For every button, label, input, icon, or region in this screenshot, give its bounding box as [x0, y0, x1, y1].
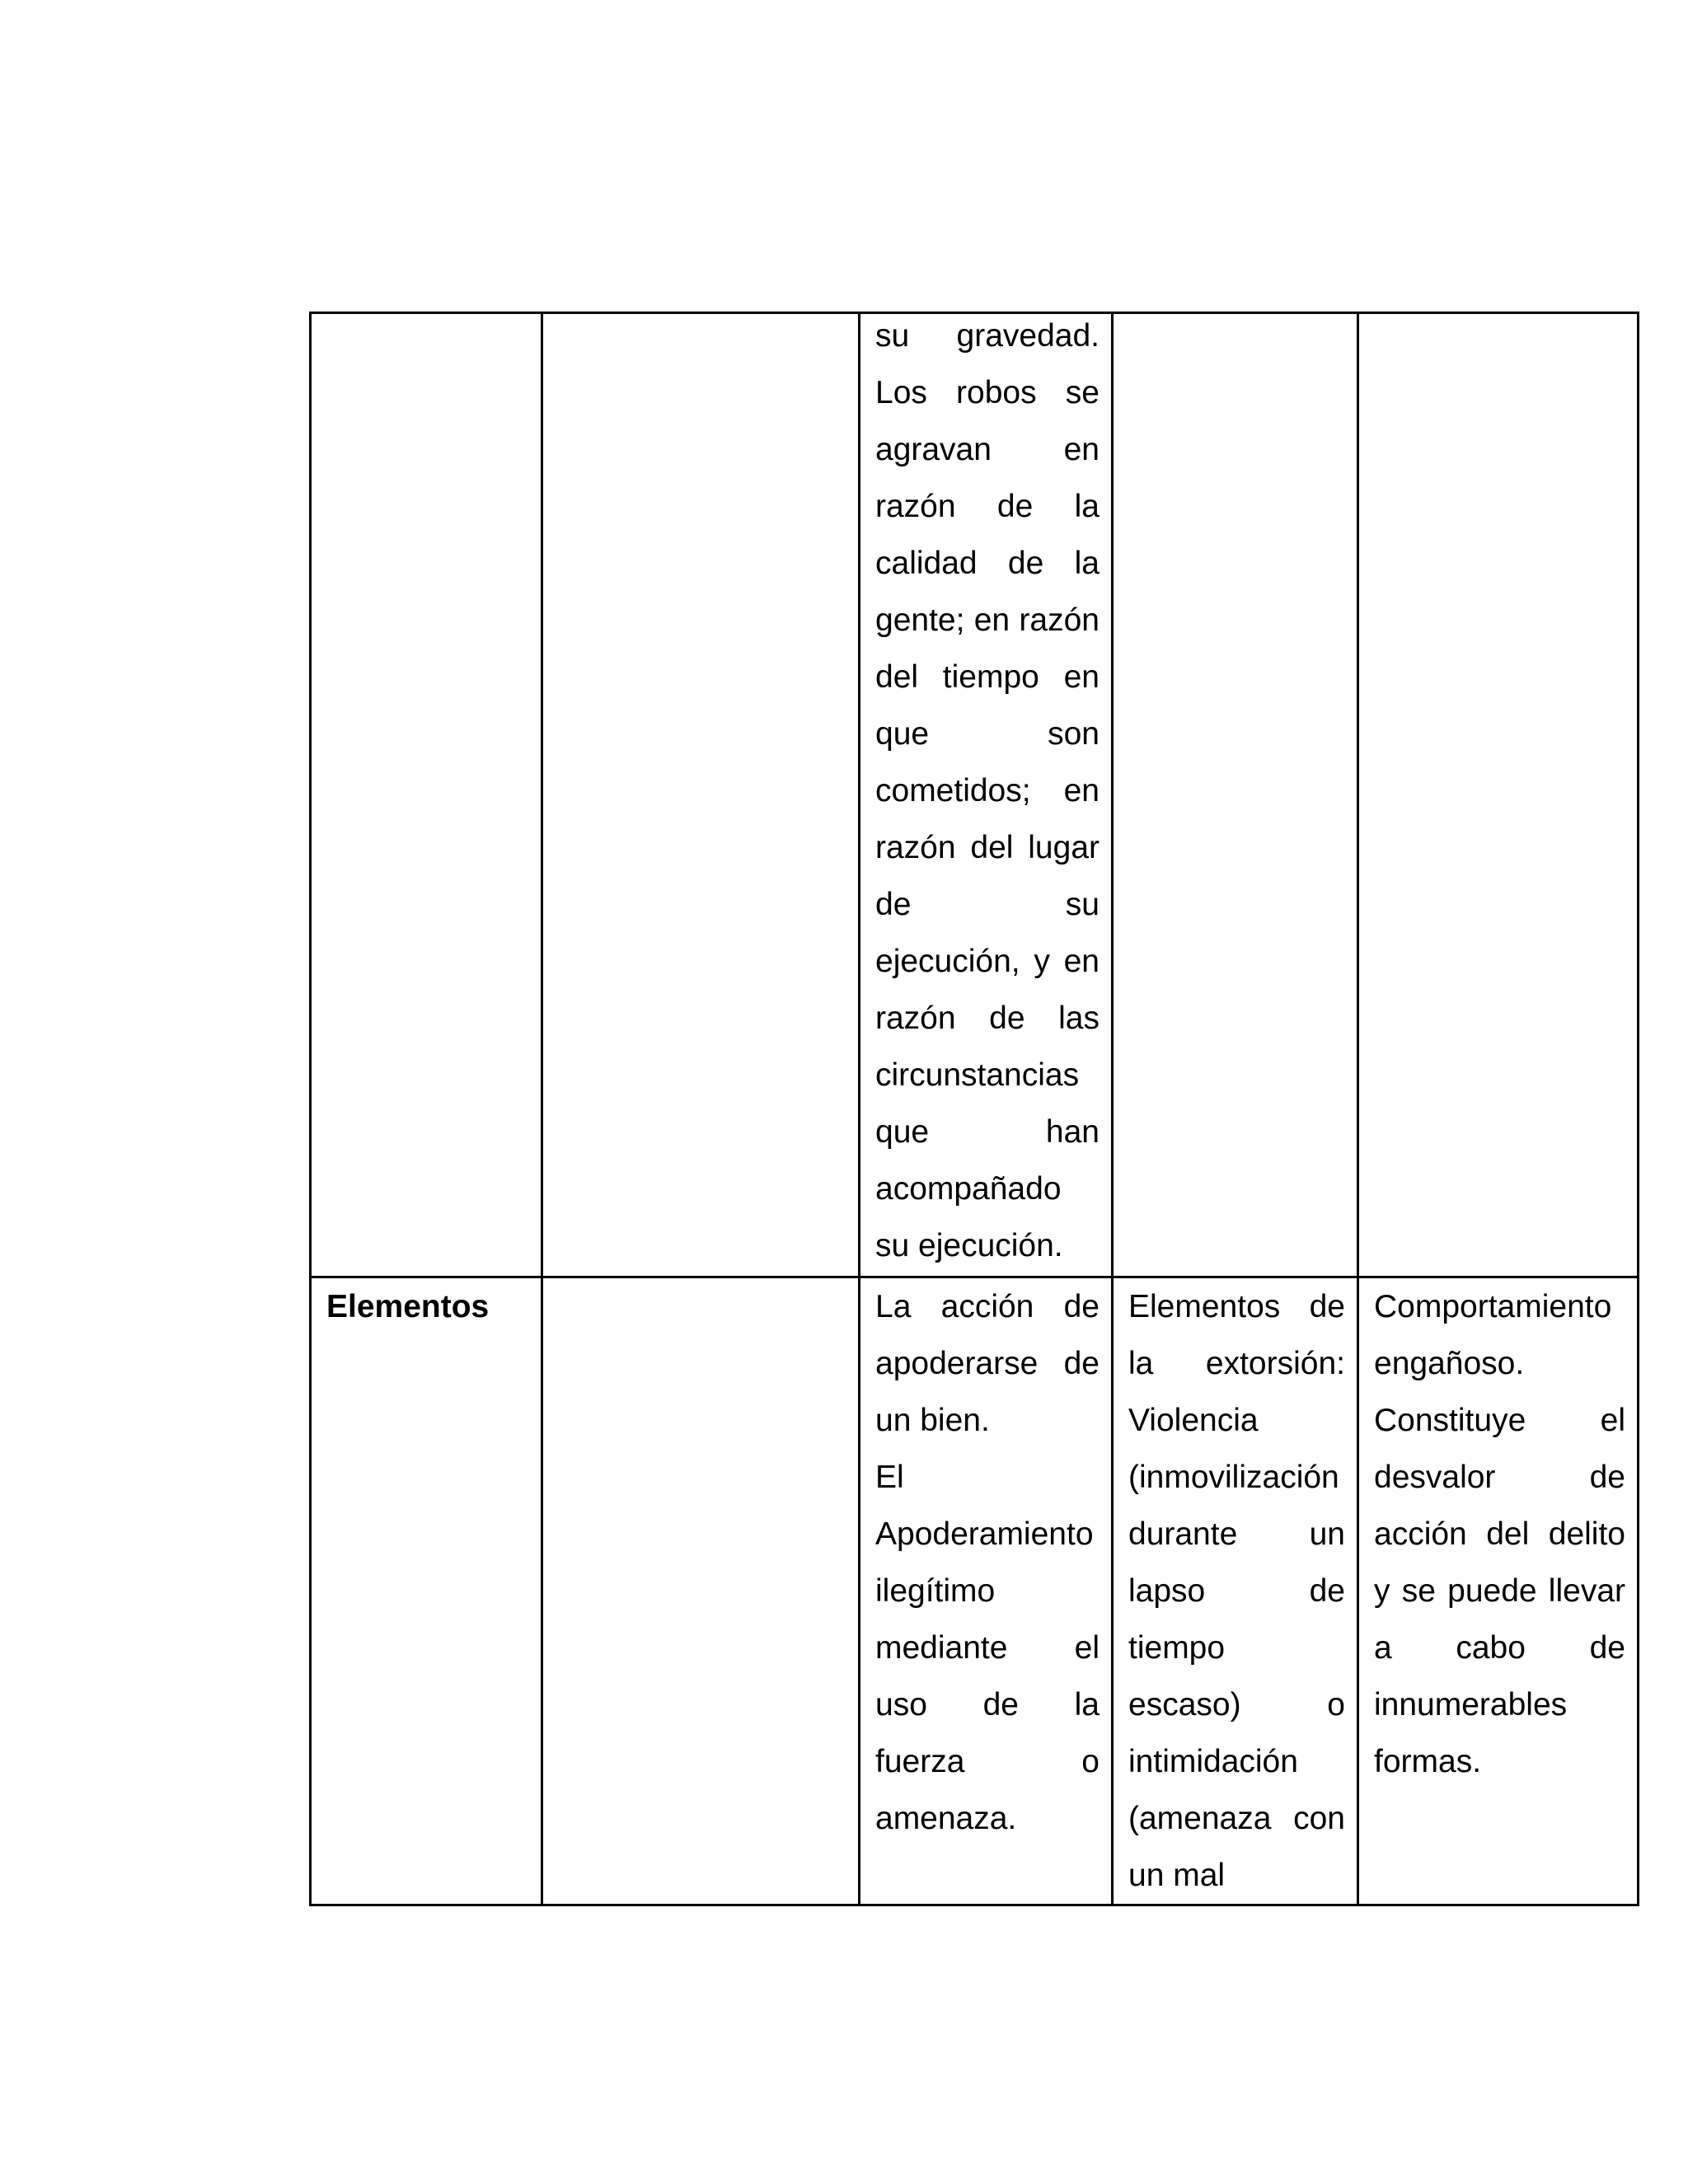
row-label-elementos: Elementos: [326, 1289, 490, 1324]
row-label-cell: [311, 1277, 542, 1905]
table-cell: [1358, 1277, 1639, 1905]
cell-text: [1359, 1278, 1637, 1790]
table-cell: [1358, 313, 1639, 1277]
cell-paragraph: Comportamiento engañoso.: [1374, 1289, 1612, 1381]
table-row: [311, 313, 1639, 1277]
table-cell: [860, 1277, 1113, 1905]
table-cell: [542, 313, 860, 1277]
table-row: [311, 1277, 1639, 1905]
table-cell: [1113, 313, 1358, 1277]
table-cell: [1113, 1277, 1358, 1905]
table-cell: [860, 313, 1113, 1277]
cell-paragraph: Elementos de la extorsión: Violencia (inmovilización durante un lapso de tiempo escaso) o intimidación (amenaza con un mal: [1128, 1289, 1345, 1893]
row-label-cell: [311, 313, 542, 1277]
cell-paragraph: su gravedad. Los robos se agravan en razón de la calidad de la gente; en razón del tiempo en que son cometidos; en razón del lugar de su ejecución, y en razón de las circunstancias que han acompañado su ejecución.: [875, 318, 1100, 1263]
table-cell: [542, 1277, 860, 1905]
cell-text: [1114, 1278, 1357, 1904]
cell-text: [860, 307, 1111, 1274]
cell-paragraph: Constituye el desvalor de acción del delito y se puede llevar a cabo de innumerables formas.: [1374, 1403, 1625, 1779]
cell-paragraph: El Apoderamiento ilegítimo mediante el uso de la fuerza o amenaza.: [875, 1460, 1100, 1836]
comparison-table: [309, 312, 1639, 1906]
cell-text: [860, 1278, 1111, 1847]
cell-paragraph: La acción de apoderarse de un bien.: [875, 1289, 1100, 1438]
